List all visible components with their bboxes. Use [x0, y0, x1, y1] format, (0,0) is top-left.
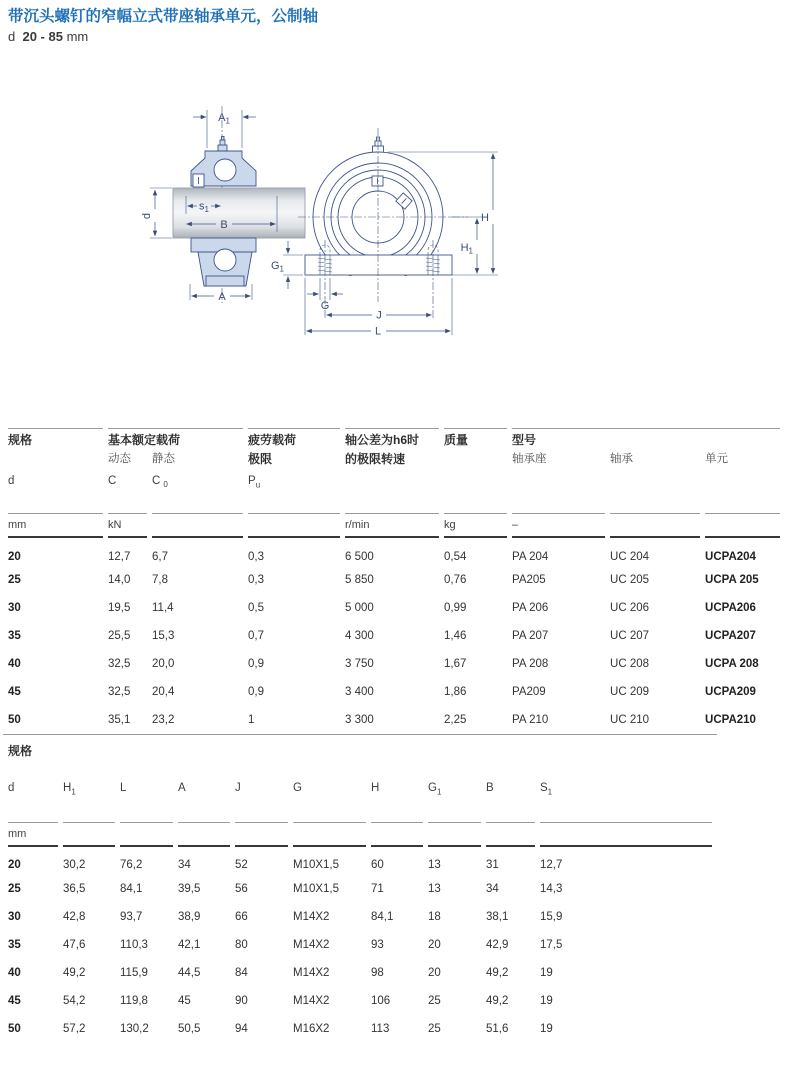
- header-spec: 规格: [8, 428, 103, 450]
- cell: 57,2: [63, 1023, 86, 1035]
- cell: 0,9: [248, 658, 265, 670]
- cell: 98: [371, 967, 384, 979]
- table-row: [8, 566, 780, 594]
- bearing-drawings-svg: [55, 95, 525, 353]
- table-row: [8, 875, 712, 903]
- cell: 15,3: [152, 630, 175, 642]
- cell: 14,0: [108, 574, 131, 586]
- cell: 3 400: [345, 686, 374, 698]
- sub-header-row: [8, 450, 780, 468]
- cell: 36,5: [63, 883, 86, 895]
- header-speed: 轴公差为h6时: [345, 428, 439, 450]
- cell: 54,2: [63, 995, 86, 1007]
- front-view: [283, 128, 498, 335]
- table-row: [8, 678, 780, 706]
- cell: 15,9: [540, 911, 563, 923]
- cell: UC 207: [610, 630, 650, 642]
- cell: 19: [540, 967, 553, 979]
- cell: 3 300: [345, 714, 374, 726]
- dim-label-d: d: [141, 212, 153, 220]
- symbol-Pu: $P_u$: [248, 475, 261, 490]
- cell: 52: [235, 859, 248, 871]
- table-row: [8, 538, 780, 566]
- cell: 119,8: [120, 995, 148, 1007]
- cell: 42,9: [486, 939, 509, 951]
- cell: 6,7: [152, 551, 168, 563]
- header-designation: 型号: [512, 428, 780, 450]
- table-row: [8, 847, 712, 875]
- cell: 130,2: [120, 1023, 149, 1035]
- symbol-row: [8, 756, 712, 822]
- cell-d: 25: [8, 883, 21, 895]
- cell: 3 750: [345, 658, 374, 670]
- unit-mm: mm: [8, 822, 58, 847]
- cell-d: 35: [8, 939, 21, 951]
- header-static: 静态: [152, 453, 175, 465]
- cell: 34: [178, 859, 191, 871]
- symbol-S1: $S_1$: [540, 781, 553, 797]
- cell: 44,5: [178, 967, 201, 979]
- cell: 31: [486, 859, 499, 871]
- cell: UC 210: [610, 714, 650, 726]
- header-unit: 单元: [705, 453, 729, 465]
- cell: 49,2: [486, 995, 509, 1007]
- dim-label-J: J: [376, 309, 382, 322]
- header-fatigue: 疲劳载荷: [248, 428, 340, 450]
- cell-unit: UCPA207: [705, 630, 756, 642]
- cell: 25: [428, 995, 441, 1007]
- cell: PA209: [512, 686, 546, 698]
- cell-d: 30: [8, 602, 21, 614]
- cell: 25: [428, 1023, 441, 1035]
- symbol-C: C: [108, 475, 117, 487]
- table-row: [8, 959, 712, 987]
- cell: 93,7: [120, 911, 143, 923]
- cell-unit: UCPA 205: [705, 574, 759, 586]
- group-header-row: [8, 428, 780, 450]
- cell: 32,5: [108, 686, 131, 698]
- table-row: [8, 706, 780, 734]
- cell: 19,5: [108, 602, 131, 614]
- cell: PA 207: [512, 630, 549, 642]
- ratings-table: [3, 428, 785, 734]
- cell-d: 40: [8, 967, 21, 979]
- cell: 30,2: [63, 859, 86, 871]
- cell: 71: [371, 883, 384, 895]
- cell: 45: [178, 995, 191, 1007]
- cell: 0,99: [444, 602, 467, 614]
- cell: M14X2: [293, 967, 330, 979]
- title-block: [0, 0, 790, 47]
- symbol-L: L: [120, 781, 127, 794]
- cell: 17,5: [540, 939, 563, 951]
- cell: 49,2: [63, 967, 86, 979]
- cell-d: 20: [8, 551, 21, 563]
- dim-label-G1: $G_1$: [270, 260, 284, 274]
- symbol-d: d: [8, 475, 15, 487]
- subtitle-d: d: [8, 29, 16, 44]
- cell: 4 300: [345, 630, 374, 642]
- cell: 49,2: [486, 967, 509, 979]
- cell: 38,1: [486, 911, 509, 923]
- cell-d: 50: [8, 1023, 21, 1035]
- cell: 2,25: [444, 714, 467, 726]
- cell-d: 20: [8, 859, 21, 871]
- cell-unit: UCPA210: [705, 714, 756, 726]
- cell: 0,3: [248, 551, 265, 563]
- dim-label-G: G: [320, 300, 330, 312]
- cell: 34: [486, 883, 499, 895]
- header-speed-2: 的极限转速: [345, 452, 406, 466]
- technical-drawings: [0, 47, 790, 428]
- header-dynamic: 动态: [108, 453, 131, 465]
- dim-label-s1: $s_1$: [199, 200, 209, 214]
- symbol-B: B: [486, 781, 494, 794]
- cell: 84,1: [120, 883, 143, 895]
- symbol-A: A: [178, 781, 186, 794]
- cell: PA205: [512, 574, 546, 586]
- cell: 38,9: [178, 911, 201, 923]
- cell: 110,3: [120, 939, 148, 951]
- cell: 93: [371, 939, 384, 951]
- cell: PA 206: [512, 602, 549, 614]
- cell: 0,9: [248, 686, 265, 698]
- cell: 20,4: [152, 686, 175, 698]
- cell: M14X2: [293, 995, 330, 1007]
- cell: 20: [428, 967, 441, 979]
- header-mass: 质量: [444, 428, 507, 450]
- cell: 23,2: [152, 714, 175, 726]
- dim-label-H: H: [481, 212, 489, 224]
- cell: M14X2: [293, 939, 330, 951]
- cell: 0,76: [444, 574, 467, 586]
- cell: M10X1,5: [293, 883, 340, 895]
- cell: 11,4: [152, 602, 174, 614]
- unit-kg: kg: [444, 513, 507, 538]
- cell: 32,5: [108, 658, 131, 670]
- symbol-G: G: [293, 781, 302, 794]
- cell: 94: [235, 1023, 248, 1035]
- cell: 20: [428, 939, 441, 951]
- cell: 90: [235, 995, 248, 1007]
- table-row: [8, 987, 712, 1015]
- symbol-J: J: [235, 781, 241, 794]
- cell: 106: [371, 995, 391, 1007]
- cell-d: 45: [8, 686, 21, 698]
- cell: 0,54: [444, 551, 467, 563]
- table-row: [8, 931, 712, 959]
- cell-unit: UCPA 208: [705, 658, 759, 670]
- cell: UC 206: [610, 602, 650, 614]
- cell: 76,2: [120, 859, 143, 871]
- cell: PA 210: [512, 714, 549, 726]
- symbol-d: d: [8, 781, 15, 794]
- cell: 50,5: [178, 1023, 201, 1035]
- subtitle-range: 20 - 85: [22, 29, 63, 44]
- cell-d: 25: [8, 574, 21, 586]
- cell-unit: UCPA206: [705, 602, 756, 614]
- cell: UC 205: [610, 574, 650, 586]
- cell: 7,8: [152, 574, 168, 586]
- page-title: 带沉头螺钉的窄幅立式带座轴承单元，公制轴: [8, 8, 319, 25]
- cell: 18: [428, 911, 441, 923]
- cell: 25,5: [108, 630, 131, 642]
- cell: 13: [428, 859, 441, 871]
- header-load: 基本额定载荷: [108, 428, 243, 450]
- cell: UC 204: [610, 551, 650, 563]
- symbol-H: H: [371, 781, 380, 794]
- header-housing: 轴承座: [512, 453, 547, 465]
- dim-label-L: L: [374, 325, 382, 338]
- header-fatigue-2: 极限: [248, 452, 273, 466]
- cell-unit: UCPA204: [705, 551, 756, 563]
- symbol-row: [8, 468, 780, 513]
- cell: 0,3: [248, 574, 265, 586]
- cell: M10X1,5: [293, 859, 340, 871]
- cell: 56: [235, 883, 248, 895]
- cell: 14,3: [540, 883, 563, 895]
- cell: 1,86: [444, 686, 467, 698]
- cell: 84,1: [371, 911, 394, 923]
- cell: 60: [371, 859, 384, 871]
- cell: 51,6: [486, 1023, 509, 1035]
- cell: PA 204: [512, 551, 549, 563]
- dim-label-a1: $A_1$: [218, 112, 230, 126]
- cell: UC 209: [610, 686, 650, 698]
- dim-label-H1: $H_1$: [460, 242, 473, 256]
- cell: 0,7: [248, 630, 265, 642]
- symbol-C0: C $_0$: [152, 475, 168, 490]
- cell: 5 850: [345, 574, 374, 586]
- cell: 12,7: [108, 551, 131, 563]
- dimensions-section-title: 规格: [3, 734, 717, 756]
- cell: 115,9: [120, 967, 148, 979]
- table-row: [8, 1015, 712, 1043]
- cell: 39,5: [178, 883, 201, 895]
- cell: 1: [248, 714, 255, 726]
- cell: 13: [428, 883, 441, 895]
- cell: UC 208: [610, 658, 650, 670]
- unit-kn: kN: [108, 513, 147, 538]
- cell-d: 30: [8, 911, 21, 923]
- table-row: [8, 650, 780, 678]
- page-subtitle: [8, 27, 790, 47]
- unit-rpm: r/min: [345, 513, 439, 538]
- cell-d: 45: [8, 995, 21, 1007]
- table-row: [8, 903, 712, 931]
- cell: 42,1: [178, 939, 201, 951]
- symbol-H1: $H_1$: [63, 781, 76, 797]
- subtitle-unit: mm: [66, 29, 89, 44]
- dim-label-B: B: [220, 219, 228, 231]
- table-row: [8, 622, 780, 650]
- cell: M14X2: [293, 911, 330, 923]
- cell: 20,0: [152, 658, 175, 670]
- cell: 66: [235, 911, 248, 923]
- cell-unit: UCPA209: [705, 686, 756, 698]
- table-row: [8, 594, 780, 622]
- cell-d: 35: [8, 630, 21, 642]
- cell: 5 000: [345, 602, 374, 614]
- cell-d: 50: [8, 714, 21, 726]
- header-bearing: 轴承: [610, 453, 634, 465]
- units-row: [8, 822, 712, 847]
- cell: 12,7: [540, 859, 563, 871]
- dim-label-A: A: [218, 291, 226, 303]
- unit-dash: –: [512, 513, 605, 538]
- cell: 1,46: [444, 630, 467, 642]
- cell: 35,1: [108, 714, 131, 726]
- unit-mm: mm: [8, 513, 103, 538]
- cell: 47,6: [63, 939, 86, 951]
- cell: 19: [540, 1023, 553, 1035]
- cell-d: 40: [8, 658, 21, 670]
- cell: M16X2: [293, 1023, 330, 1035]
- cell: PA 208: [512, 658, 549, 670]
- dimensions-table: [3, 756, 717, 1043]
- cell: 113: [371, 1023, 390, 1035]
- cell: 80: [235, 939, 248, 951]
- cell: 6 500: [345, 551, 374, 563]
- cell: 1,67: [444, 658, 467, 670]
- cell: 19: [540, 995, 553, 1007]
- symbol-G1: $G_1$: [428, 781, 442, 797]
- cell: 84: [235, 967, 248, 979]
- units-row: [8, 513, 780, 538]
- cell: 0,5: [248, 602, 265, 614]
- cell: 42,8: [63, 911, 86, 923]
